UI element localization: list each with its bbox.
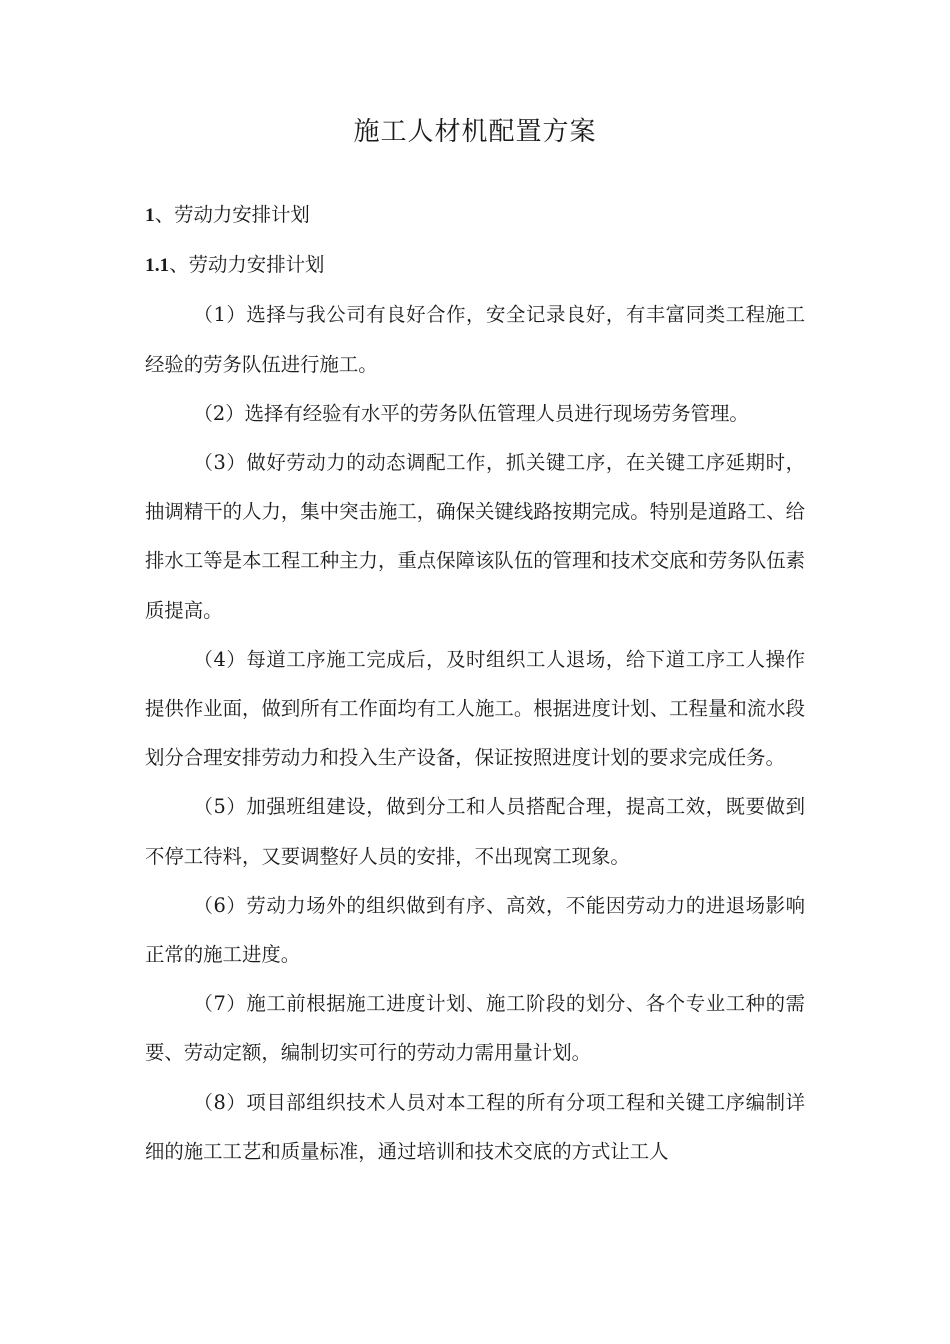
- paragraph-item-6: （6）劳动力场外的组织做到有序、高效，不能因劳动力的进退场影响正常的施工进度。: [145, 893, 805, 967]
- paragraph-item-1: （1）选择与我公司有良好合作，安全记录良好，有丰富同类工程施工经验的劳务队伍进行施工。: [145, 303, 805, 376]
- section-number: 1.1: [145, 255, 170, 277]
- paragraph-item-2: （2）选择有经验有水平的劳务队伍管理人员进行现场劳务管理。: [193, 401, 749, 425]
- section-heading-text: 、劳动力安排计划: [169, 253, 325, 277]
- paragraph-item-3: （3）做好劳动力的动态调配工作，抓关键工序，在关键工序延期时，抽调精干的人力，集中突击施工，确保关键线路按期完成。特别是道路工、给排水工等是本工程工种主力，重点保障该队伍的管理和技术交底和劳务队伍素质提高。: [145, 451, 805, 622]
- section-heading-1-1: [145, 240, 805, 290]
- document-title: 施工人材机配置方案: [353, 117, 597, 147]
- section-heading-text: 、劳动力安排计划: [154, 203, 310, 226]
- section-heading-1: [145, 190, 805, 240]
- paragraph-item-7: （7）施工前根据施工进度计划、施工阶段的划分、各个专业工种的需要、劳动定额，编制切实可行的劳动力需用量计划。: [145, 992, 805, 1065]
- section-number: 1: [145, 205, 155, 226]
- document-body: [145, 190, 805, 1176]
- paragraph-item-8: （8）项目部组织技术人员对本工程的所有分项工程和关键工序编制详细的施工工艺和质量标准，通过培训和技术交底的方式让工人: [145, 1090, 805, 1163]
- paragraph-item-4: （4）每道工序施工完成后，及时组织工人退场，给下道工序工人操作提供作业面，做到所有工作面均有工人施工。根据进度计划、工程量和流水段划分合理安排劳动力和投入生产设备，保证按照进度计划的要求完成任务。: [145, 647, 805, 770]
- paragraph-item-5: （5）加强班组建设，做到分工和人员搭配合理，提高工效，既要做到不停工待料，又要调整好人员的安排，不出现窝工现象。: [145, 795, 805, 868]
